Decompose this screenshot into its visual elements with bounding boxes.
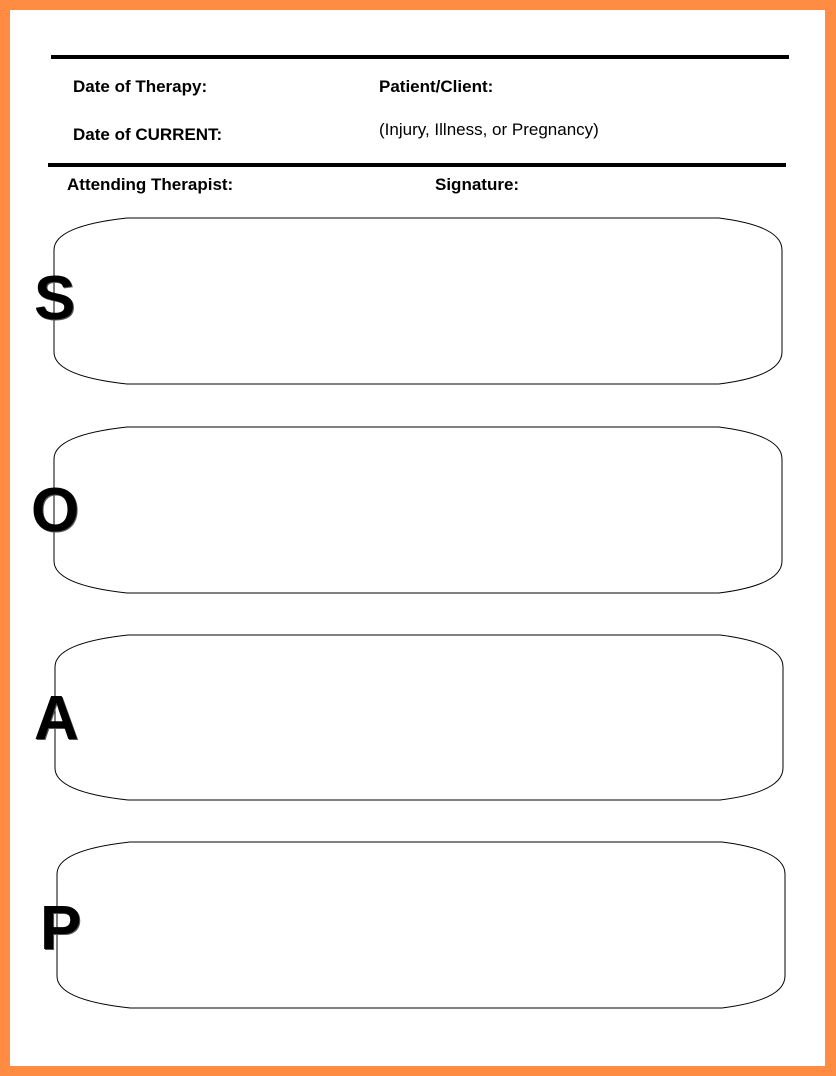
section-boxes (10, 10, 825, 1066)
date-of-current-label: Date of CURRENT: (73, 125, 223, 144)
plan-box[interactable] (57, 842, 785, 1008)
patient-client-label: Patient/Client: (379, 77, 494, 96)
injury-note: (Injury, Illness, or Pregnancy) (379, 120, 599, 139)
signature-label: Signature: (435, 175, 520, 194)
assessment-letter: A (34, 684, 79, 753)
objective-letter: O (31, 476, 80, 545)
date-of-therapy-label: Date of Therapy: (73, 77, 208, 96)
plan-letter: P (40, 894, 82, 963)
soap-note-page (10, 10, 825, 1066)
subjective-letter: S (34, 264, 76, 333)
attending-therapist-label: Attending Therapist: (67, 175, 234, 194)
objective-box[interactable] (54, 427, 782, 593)
assessment-box[interactable] (55, 635, 783, 800)
subjective-box[interactable] (54, 218, 782, 384)
